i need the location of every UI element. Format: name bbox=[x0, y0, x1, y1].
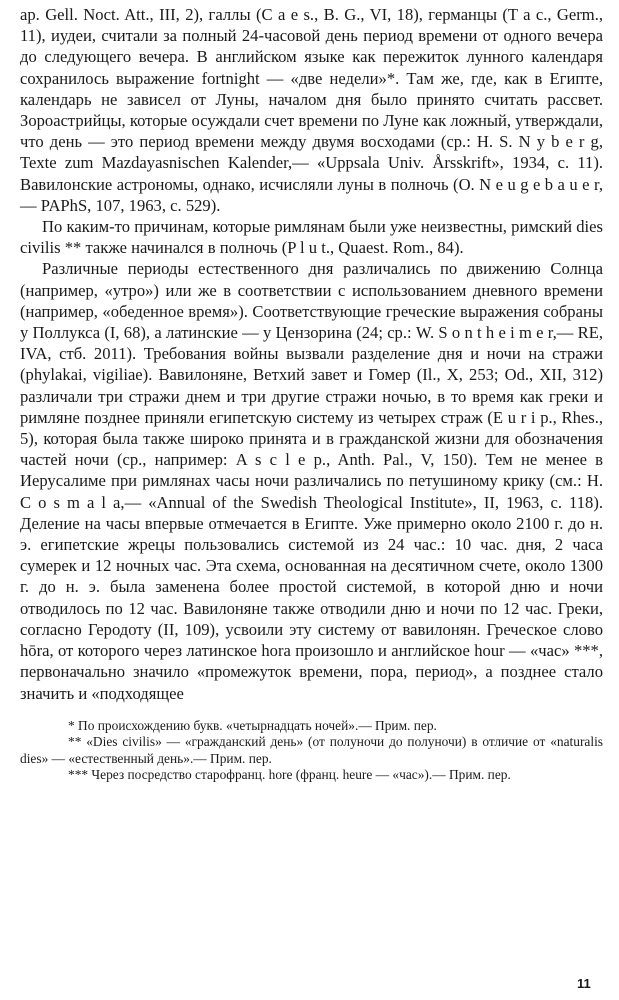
page-body bbox=[20, 4, 603, 783]
page-number: 11 bbox=[577, 976, 591, 991]
footnote: * По происхождению букв. «четырнадцать ночей».— Прим. пер. bbox=[68, 717, 437, 733]
footnote: *** Через посредство старофранц. hore (франц. heure — «час»).— Прим. пер. bbox=[68, 766, 511, 782]
paragraph: ap. Gell. Noct. Att., III, 2), галлы (C a e s., B. G., VI, 18), германцы (T a c., Germ., 11), иудеи, считали за полный 24-часовой день период времени от одного вечера до следующего вечера. В английском языке как пережиток лунного календаря сохранилось выражение fortnight — «две недели»*. Там же, где, как в Египте, календарь не зависел от Луны, началом дня было принято считать рассвет. Зороастрийцы, которые осуждали счет времени по Луне как ложный, утверждали, что день — это период времени между двумя восходами (ср.: H. S. N y b e r g, Texte zum Mazdayasnischen Kalender,— «Uppsala Univ. Årsskrift», 1934, c. 11). Вавилонские астрономы, однако, исчисляли луны в полночь (O. N e u g e b a u e r,— PAPhS, 107, 1963, c. 529). bbox=[20, 5, 603, 215]
paragraph: Различные периоды естественного дня различались по движению Солнца (например, «утро») или же в соответствии с использованием дневного времени (например, «обеденное время»). Соответствующие греческие выражения собраны у Поллукса (I, 68), а латинские — у Цензорина (24; ср.: W. S o n t h e i m e r,— RE, IVA, стб. 2011). Требования войны вызвали разделение дня и ночи на стражи (phylakai, vigiliae). Вавилоняне, Ветхий завет и Гомер (Il., X, 253; Od., XII, 312) различали три стражи днем и три другие стражи ночью, в то время как греки и римляне позднее приняли египетскую систему из четырех страж (E u r i p., Rhes., 5), которая была также широко принята и в гражданской жизни для обозначения частей ночи (ср., например: A s c l e p., Anth. Pal., V, 150). Тем не менее в Иерусалиме при римлянах часы ночи различались по петушиному крику (см.: H. C o s m a l a,— «Annual of the Swedish Theological Institute», II, 1963, c. 118). Деление на часы впервые отмечается в Египте. Уже примерно около 2100 г. до н. э. египетские жрецы пользовались системой из 24 час.: 10 час. дня, 2 часа сумерек и 12 ночных час. Эта схема, основанная на десятичном счете, около 1300 г. до н. э. была заменена более простой системой, в которой дню и ночи отводилось по 12 час. Вавилоняне также отводили дню и ночи по 12 час. Греки, согласно Геродоту (II, 109), усвоили эту систему от вавилонян. Греческое слово hōra, от которого через латинское hora произошло и английское hour — «час» ***, первоначально значило «промежуток времени, пора, период», а позднее стало значить и «подходящее bbox=[20, 259, 603, 703]
footnote: ** «Dies civilis» — «гражданский день» (от полуночи до полуночи) в отличие от «naturalis dies» — «естественный день».— Прим. пер. bbox=[20, 734, 603, 766]
footnotes bbox=[20, 718, 603, 784]
paragraph: По каким-то причинам, которые римлянам были уже неизвестны, римский dies civilis ** также начинался в полночь (P l u t., Quaest. Rom., 84). bbox=[20, 217, 603, 258]
